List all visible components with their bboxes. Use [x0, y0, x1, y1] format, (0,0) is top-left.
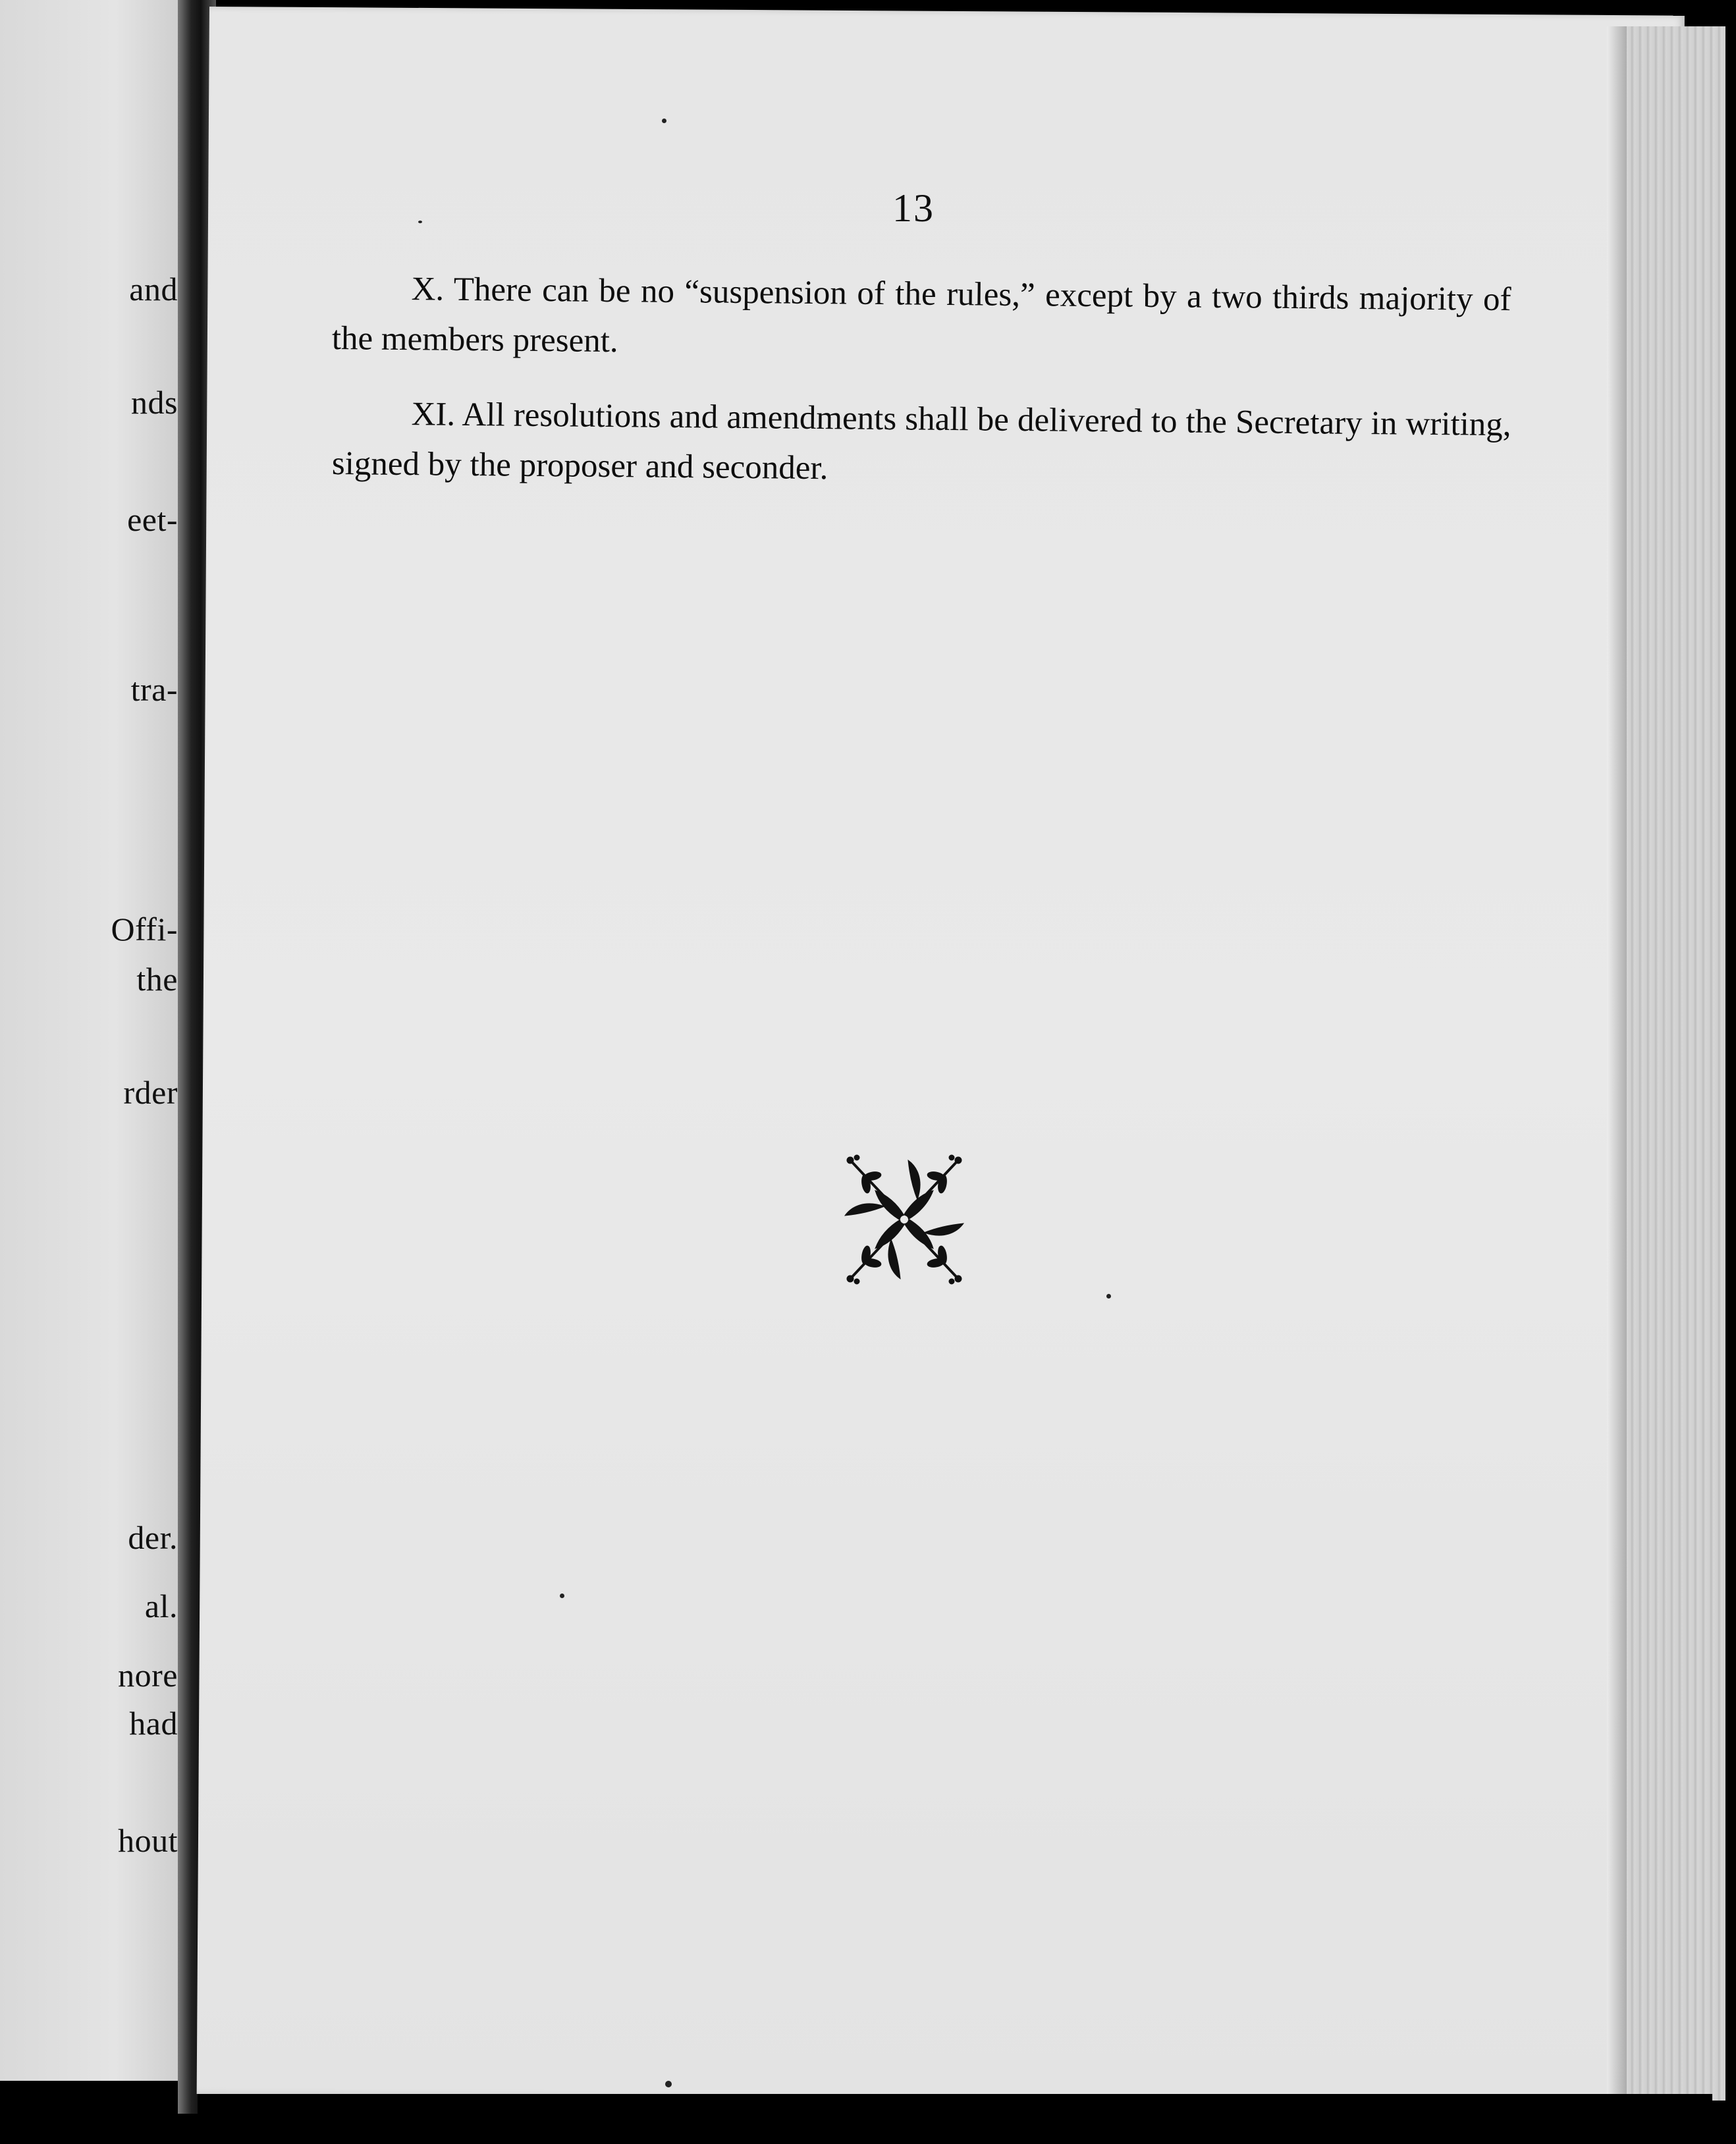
rule-x-paragraph: X. There can be no “suspension of the rules,” except by a two thirds majority of the members present. — [331, 271, 1511, 360]
page-number: 13 — [892, 186, 935, 230]
rule-xi-paragraph: XI. All resolutions and amendments shall be delivered to the Secretary in writing, signed by the proposer and seconder. — [331, 396, 1511, 487]
facing-page-fragment: eet- — [127, 501, 178, 538]
print-speck — [1106, 1294, 1111, 1299]
scan-bottom-border — [198, 2094, 1712, 2144]
facing-page-fragment: had — [129, 1705, 178, 1742]
facing-page-left — [0, 0, 192, 2081]
facing-page-fragment: tra- — [130, 671, 178, 708]
page-block-edges — [1627, 26, 1725, 2101]
print-speck — [665, 2081, 672, 2087]
facing-page-fragment: and — [129, 271, 178, 308]
facing-page-fragment: Offi- — [111, 911, 178, 948]
facing-page-fragment: hout — [118, 1822, 178, 1859]
facing-page-fragment: the — [136, 961, 178, 998]
print-speck — [560, 1594, 564, 1598]
print-speck — [418, 221, 422, 223]
facing-page-fragment: nds — [131, 384, 178, 421]
floral-fleuron-icon — [842, 1154, 967, 1285]
facing-page-fragment: der. — [128, 1519, 178, 1556]
facing-page-fragment: nore — [118, 1657, 178, 1694]
print-speck — [662, 119, 666, 123]
facing-page-fragment: al. — [144, 1588, 178, 1624]
facing-page-fragment: rder — [123, 1074, 178, 1111]
